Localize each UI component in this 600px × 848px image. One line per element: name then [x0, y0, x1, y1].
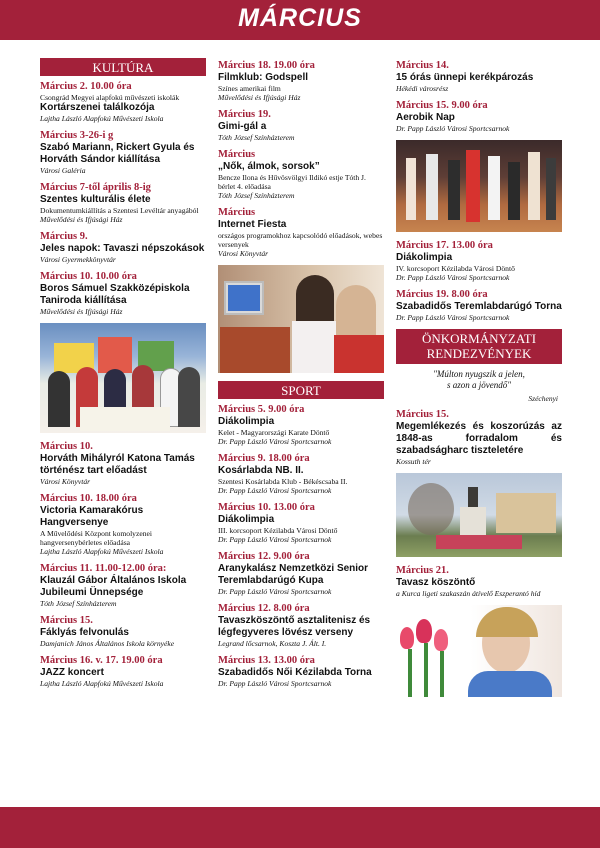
event-title: JAZZ koncert — [40, 667, 104, 678]
event-item — [218, 551, 384, 596]
quote-line: s azon a jövendő" — [446, 380, 512, 390]
event-venue: Tóth József Színházterem — [218, 133, 295, 142]
event-item — [396, 60, 562, 93]
event-venue: Városi Gyermekkönyvtár — [40, 255, 116, 264]
event-title: Aerobik Nap — [396, 112, 455, 123]
section-heading-sport: SPORT — [218, 381, 384, 399]
event-title: „Nők, álmok, sorsok” — [218, 161, 320, 172]
event-venue: Városi Könyvtár — [40, 477, 91, 486]
event-subtitle: Szentesi Kosárlabda Klub - Békéscsaba II. — [218, 477, 348, 486]
event-venue: Lajtha László Alapfokú Művészeti Iskola — [40, 679, 164, 688]
event-date: Március — [218, 149, 256, 160]
event-venue: Dr. Papp László Városi Sportcsarnok — [218, 437, 332, 446]
event-title: Szabadidős Női Kézilabda Torna — [218, 667, 372, 678]
section-heading-line: ÖNKORMÁNYZATI — [421, 331, 537, 346]
event-venue: Tóth József Színházterem — [218, 191, 295, 200]
event-date: Március 9. 18.00 óra — [218, 453, 310, 464]
event-title: Diákolimpia — [218, 514, 275, 525]
event-venue: Művelődési és Ifjúsági Ház — [40, 215, 123, 224]
event-date: Március 17. 13.00 óra — [396, 240, 493, 251]
event-item — [396, 565, 562, 598]
event-title: Kortárszenei találkozója — [40, 102, 155, 113]
event-venue: Dr. Papp László Városi Sportcsarnok — [218, 535, 332, 544]
event-item — [218, 502, 384, 544]
event-title: Filmklub: Godspell — [218, 72, 309, 83]
event-title: Diákolimpia — [218, 416, 275, 427]
event-subtitle: Színes amerikai film — [218, 84, 281, 93]
event-item — [40, 231, 206, 264]
event-venue: Dr. Papp László Városi Sportcsarnok — [218, 486, 332, 495]
event-title: Internet Fiesta — [218, 219, 287, 230]
quote — [396, 369, 562, 391]
event-title: Fáklyás felvonulás — [40, 627, 129, 638]
event-venue: Lajtha László Alapfokú Művészeti Iskola — [40, 547, 164, 556]
event-date: Március 16. v. 17. 19.00 óra — [40, 655, 163, 666]
event-subtitle: Bencze Ilona és Hűvösvölgyi Ildikó estje Tóth J. bérlet 4. előadása — [218, 173, 366, 191]
event-item — [40, 441, 206, 486]
event-title: Jeles napok: Tavaszi népszokások — [40, 243, 205, 254]
event-title: Tavasz köszöntő — [396, 577, 476, 588]
event-venue: Dr. Papp László Városi Sportcsarnok — [396, 124, 510, 133]
event-item — [40, 615, 206, 648]
event-venue: Művelődési és Ifjúsági Ház — [218, 93, 301, 102]
event-date: Március — [218, 207, 256, 218]
event-venue: Dr. Papp László Városi Sportcsarnok — [218, 679, 332, 688]
event-title: Szabó Mariann, Rickert Gyula és Horváth Sándor kiállítása — [40, 142, 195, 165]
event-subtitle: A Művelődési Központ komolyzenei hangversenybérletes előadása — [40, 529, 152, 547]
event-date: Március 19. 8.00 óra — [396, 289, 488, 300]
event-title: Horváth Mihályról Katona Tamás történész tart előadást — [40, 453, 195, 476]
section-heading-onkormanyzati — [396, 329, 562, 364]
section-heading-kultura: KULTÚRA — [40, 58, 206, 76]
event-venue: Dr. Papp László Városi Sportcsarnok — [396, 313, 510, 322]
photo-spring-tulips — [396, 605, 562, 697]
event-subtitle: Dokumentumkiállítás a Szentesi Levéltár anyagából — [40, 206, 199, 215]
event-item — [396, 409, 562, 466]
event-item — [218, 655, 384, 688]
event-date: Március 14. — [396, 60, 449, 71]
event-venue: Hékédi városrész — [396, 84, 449, 93]
event-date: Március 21. — [396, 565, 449, 576]
column-kultura — [40, 58, 206, 695]
event-item — [218, 603, 384, 648]
event-item — [218, 207, 384, 258]
event-subtitle: Csongrád Megyei alapfokú művészeti iskolák — [40, 93, 180, 102]
quote-author: Széchenyi — [528, 394, 558, 403]
event-item — [396, 100, 562, 133]
event-item — [40, 493, 206, 556]
event-date: Március 15. — [40, 615, 93, 626]
event-item — [396, 289, 562, 322]
event-date: Március 9. — [40, 231, 88, 242]
bottom-banner — [0, 807, 600, 848]
event-date: Március 19. — [218, 109, 271, 120]
event-date: Március 10. 10.00 óra — [40, 271, 137, 282]
event-venue: Damjanich János Általános Iskola környéke — [40, 639, 175, 648]
event-venue: Legrand lőcsarnok, Koszta J. Ált. I. — [218, 639, 327, 648]
event-item — [40, 81, 206, 123]
event-venue: Művelődési és Ifjúsági Ház — [40, 307, 123, 316]
event-venue: Lajtha László Alapfokú Művészeti Iskola — [40, 114, 164, 123]
event-date: Március 18. 19.00 óra — [218, 60, 315, 71]
event-item — [40, 563, 206, 608]
event-date: Március 12. 8.00 óra — [218, 603, 310, 614]
event-date: Március 15. 9.00 óra — [396, 100, 488, 111]
event-item — [218, 109, 384, 142]
event-venue: Dr. Papp László Városi Sportcsarnok — [218, 587, 332, 596]
event-item — [218, 149, 384, 200]
event-title: Szabadidős Teremlabdarúgó Torna — [396, 301, 562, 312]
event-title: 15 órás ünnepi kerékpározás — [396, 72, 534, 83]
event-date: Március 5. 9.00 óra — [218, 404, 305, 415]
event-item — [396, 240, 562, 282]
event-venue: Tóth József Színházterem — [40, 599, 117, 608]
event-title: Boros Sámuel Szakközépiskola Taniroda kiállítása — [40, 283, 190, 306]
event-title: Diákolimpia — [396, 252, 453, 263]
event-date: Március 10. 18.00 óra — [40, 493, 137, 504]
column-middle — [218, 60, 384, 695]
event-item — [40, 271, 206, 316]
photo-aerobics — [396, 140, 562, 232]
event-title: Megemlékezés és koszorúzás az 1848-as forradalom és szabadságharc tiszteletére — [396, 421, 562, 456]
photo-exhibition-group — [40, 323, 206, 433]
event-title: Tavaszköszöntő asztalitenisz és légfegyveres lövész verseny — [218, 615, 371, 638]
event-subtitle: IV. korcsoport Kézilabda Városi Döntő — [396, 264, 515, 273]
event-subtitle: országos programokhoz kapcsolódó előadások, webes versenyek — [218, 231, 383, 249]
event-date: Március 7-től április 8-ig — [40, 182, 151, 193]
event-date: Március 2. 10.00 óra — [40, 81, 132, 92]
event-title: Victoria Kamarakórus Hangversenye — [40, 505, 144, 528]
event-venue: Kossuth tér — [396, 457, 431, 466]
event-title: Aranykalász Nemzetközi Senior Teremlabdarúgó Kupa — [218, 563, 369, 586]
event-title: Klauzál Gábor Általános Iskola Jubileumi Ünnepsége — [40, 575, 187, 598]
event-item — [40, 655, 206, 688]
event-item — [40, 130, 206, 175]
event-title: Szentes kulturális élete — [40, 194, 151, 205]
event-item — [218, 404, 384, 446]
event-subtitle: Kelet - Magyarországi Karate Döntő — [218, 428, 330, 437]
photo-internet-computers — [218, 265, 384, 373]
event-venue: Városi Könyvtár — [218, 249, 269, 258]
event-venue: a Kurca ligeti szakaszán átívelő Eszperantó híd — [396, 589, 541, 598]
section-heading-line: RENDEZVÉNYEK — [426, 346, 532, 361]
event-item — [218, 453, 384, 495]
event-item — [40, 182, 206, 224]
event-date: Március 11. 11.00-12.00 óra: — [40, 563, 167, 574]
event-item — [218, 60, 384, 102]
event-date: Március 10. 13.00 óra — [218, 502, 315, 513]
month-title: MÁRCIUS — [238, 4, 362, 32]
event-date: Március 12. 9.00 óra — [218, 551, 310, 562]
event-venue: Városi Galéria — [40, 166, 86, 175]
event-title: Kosárlabda NB. II. — [218, 465, 304, 476]
event-date: Március 10. — [40, 441, 93, 452]
event-date: Március 13. 13.00 óra — [218, 655, 315, 666]
event-title: Gimi-gál a — [218, 121, 267, 132]
event-venue: Dr. Papp László Városi Sportcsarnok — [396, 273, 510, 282]
event-date: Március 3-26-i g — [40, 130, 114, 141]
column-right — [396, 60, 562, 705]
quote-line: "Múlton nyugszik a jelen, — [433, 369, 525, 379]
event-subtitle: III. korcsoport Kézilabda Városi Döntő — [218, 526, 338, 535]
event-date: Március 15. — [396, 409, 449, 420]
photo-kossuth-statue — [396, 473, 562, 557]
